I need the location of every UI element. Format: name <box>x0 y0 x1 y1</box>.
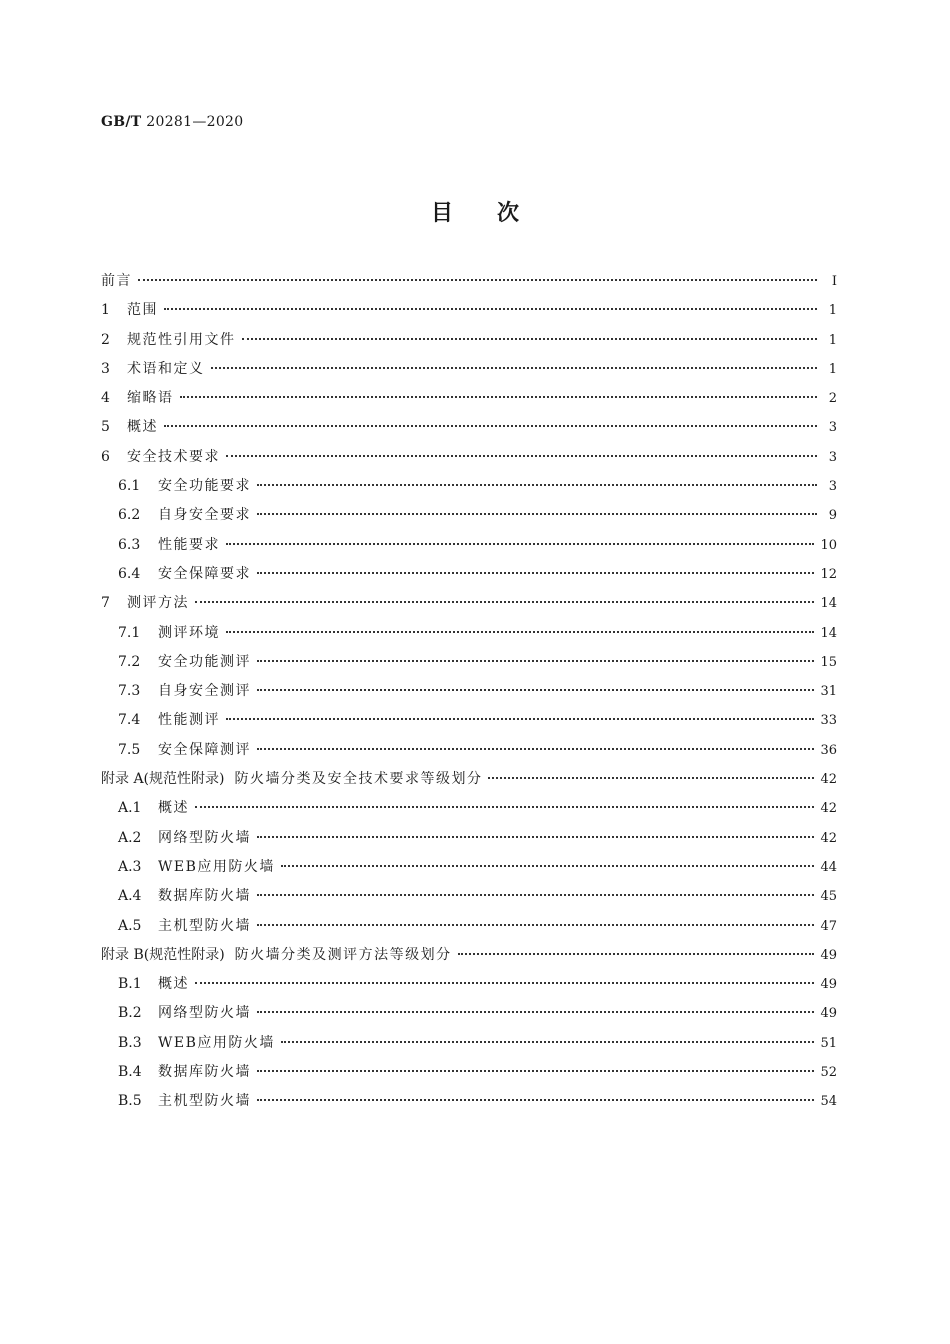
standard-code: GB/T <box>101 114 142 130</box>
toc-entry-label: 概述 <box>158 976 189 993</box>
toc-dot-leader <box>257 1011 814 1013</box>
toc-entry-page: 45 <box>820 889 837 905</box>
toc-entry-label: 网络型防火墙 <box>158 829 251 846</box>
toc-entry-label: 自身安全测评 <box>158 683 251 700</box>
toc-entry-label: 主机型防火墙 <box>158 917 251 934</box>
toc-dot-leader <box>195 982 814 984</box>
toc-entry-number: 6.4 <box>118 565 141 582</box>
toc-entry-number: 7.1 <box>118 624 141 641</box>
toc-entry[interactable] <box>101 446 837 475</box>
toc-entry-page: 10 <box>820 537 837 553</box>
toc-entry[interactable] <box>101 1061 837 1090</box>
toc-entry-label: 安全功能测评 <box>158 653 251 670</box>
toc-entry-number: 7.5 <box>118 741 141 758</box>
toc-entry-page: 42 <box>820 772 837 788</box>
toc-entry-label: 概述 <box>158 800 189 817</box>
toc-entry-page: 2 <box>828 391 837 407</box>
toc-entry-label: 网络型防火墙 <box>158 1005 251 1022</box>
toc-entry-label: 防火墙分类及测评方法等级划分 <box>234 946 452 963</box>
toc-entry[interactable] <box>101 504 837 533</box>
toc-dot-leader <box>488 777 814 779</box>
toc-dot-leader <box>195 601 814 603</box>
toc-entry[interactable] <box>101 709 837 738</box>
toc-entry-page: 36 <box>820 742 837 758</box>
toc-entry[interactable] <box>101 358 837 387</box>
toc-entry[interactable] <box>101 1002 837 1031</box>
toc-entry[interactable] <box>101 680 837 709</box>
toc-entry-page: 49 <box>820 947 837 963</box>
toc-entry-number: 7 <box>101 595 110 612</box>
toc-dot-leader <box>257 894 814 896</box>
toc-entry-page: 42 <box>820 801 837 817</box>
toc-entry-number: 5 <box>101 419 110 436</box>
toc-entry-label: 自身安全要求 <box>158 507 251 524</box>
toc-dot-leader <box>242 338 818 340</box>
toc-entry[interactable] <box>101 270 837 299</box>
toc-entry-label: 缩略语 <box>127 390 174 407</box>
toc-entry[interactable] <box>101 416 837 445</box>
toc-entry-number: 2 <box>101 331 110 348</box>
toc-entry-label: 规范性引用文件 <box>127 331 236 348</box>
toc-entry[interactable] <box>101 299 837 328</box>
toc-entry-page: Ⅰ <box>831 274 837 289</box>
toc-entry-number: B.1 <box>118 976 142 993</box>
toc-entry[interactable] <box>101 827 837 856</box>
toc-entry-page: 15 <box>820 654 837 670</box>
toc-entry-number: B.3 <box>118 1034 142 1051</box>
toc-dot-leader <box>257 1099 814 1101</box>
toc-entry-label: 测评环境 <box>158 624 220 641</box>
toc-entry-page: 3 <box>828 479 837 495</box>
toc-entry-label: 主机型防火墙 <box>158 1093 251 1110</box>
toc-entry-page: 49 <box>820 1006 837 1022</box>
toc-entry-label: 测评方法 <box>127 595 189 612</box>
toc-entry-number: 6.2 <box>118 507 141 524</box>
toc-entry-number: 6.3 <box>118 536 141 553</box>
toc-dot-leader <box>257 484 817 486</box>
toc-entry-label: 性能要求 <box>158 536 220 553</box>
toc-entry-number: 7.3 <box>118 683 141 700</box>
toc-entry[interactable] <box>101 475 837 504</box>
toc-entry-number: 6.1 <box>118 478 141 495</box>
toc-dot-leader <box>257 660 814 662</box>
toc-dot-leader <box>257 572 814 574</box>
toc-entry-page: 33 <box>820 713 837 729</box>
toc-entry-page: 52 <box>820 1065 837 1081</box>
toc-entry-number: B.5 <box>118 1093 142 1110</box>
toc-dot-leader <box>257 836 814 838</box>
toc-dot-leader <box>180 396 818 398</box>
toc-entry[interactable] <box>101 739 837 768</box>
toc-entry[interactable] <box>101 856 837 885</box>
toc-entry[interactable] <box>101 563 837 592</box>
toc-dot-leader <box>458 953 815 955</box>
toc-dot-leader <box>257 748 814 750</box>
toc-entry-page: 42 <box>820 830 837 846</box>
toc-entry-page: 1 <box>828 332 837 348</box>
toc-dot-leader <box>281 865 815 867</box>
toc-entry-label: 前言 <box>101 273 132 289</box>
toc-entry[interactable] <box>101 1032 837 1061</box>
toc-entry-number: B.4 <box>118 1064 142 1081</box>
toc-entry-page: 31 <box>820 684 837 700</box>
toc-entry[interactable] <box>101 592 837 621</box>
toc-dot-leader <box>138 279 817 281</box>
toc-entry[interactable] <box>101 797 837 826</box>
toc-entry-label: 安全功能要求 <box>158 478 251 495</box>
toc-entry-label: 安全保障要求 <box>158 565 251 582</box>
toc-dot-leader <box>257 1070 814 1072</box>
standard-number: 20281—2020 <box>146 114 244 130</box>
toc-entry-page: 12 <box>820 566 837 582</box>
toc-entry-label: 安全保障测评 <box>158 741 251 758</box>
toc-entry-number: 附录 B(规范性附录) <box>101 946 225 963</box>
toc-entry-number: 7.4 <box>118 712 141 729</box>
toc-entry-label: 数据库防火墙 <box>158 1064 251 1081</box>
toc-entry[interactable] <box>101 1090 837 1119</box>
table-of-contents <box>101 270 837 1120</box>
toc-dot-leader <box>226 543 814 545</box>
toc-entry[interactable] <box>101 915 837 944</box>
toc-entry-number: A.2 <box>118 829 142 846</box>
toc-dot-leader <box>257 513 817 515</box>
toc-entry-number: A.3 <box>118 858 142 875</box>
toc-entry-page: 3 <box>828 420 837 436</box>
toc-entry[interactable] <box>101 768 837 797</box>
toc-dot-leader <box>195 806 814 808</box>
toc-dot-leader <box>226 455 817 457</box>
toc-entry-page: 54 <box>820 1094 837 1110</box>
toc-entry-page: 1 <box>828 303 837 319</box>
toc-entry-page: 44 <box>820 859 837 875</box>
toc-entry-page: 47 <box>820 918 837 934</box>
toc-entry-label: WEB应用防火墙 <box>158 1034 275 1051</box>
toc-entry-number: 附录 A(规范性附录) <box>101 771 225 788</box>
toc-entry-page: 1 <box>828 361 837 377</box>
toc-dot-leader <box>164 425 817 427</box>
toc-entry-label: WEB应用防火墙 <box>158 858 275 875</box>
toc-entry-number: A.5 <box>118 917 142 934</box>
toc-entry[interactable] <box>101 387 837 416</box>
toc-dot-leader <box>257 924 814 926</box>
toc-dot-leader <box>257 689 814 691</box>
toc-entry-page: 9 <box>828 508 837 524</box>
toc-entry[interactable] <box>101 622 837 651</box>
toc-entry-page: 51 <box>820 1035 837 1051</box>
toc-entry-label: 术语和定义 <box>127 360 205 377</box>
toc-entry-number: 6 <box>101 448 110 465</box>
toc-entry-label: 概述 <box>127 419 158 436</box>
toc-entry-page: 49 <box>820 977 837 993</box>
toc-entry-number: 4 <box>101 390 110 407</box>
toc-entry-number: 1 <box>101 302 110 319</box>
toc-entry-page: 3 <box>828 449 837 465</box>
toc-entry[interactable] <box>101 329 837 358</box>
toc-entry[interactable] <box>101 651 837 680</box>
toc-entry[interactable] <box>101 973 837 1002</box>
toc-entry-page: 14 <box>820 596 837 612</box>
toc-entry-page: 14 <box>820 625 837 641</box>
toc-dot-leader <box>164 308 817 310</box>
toc-entry-number: 3 <box>101 360 110 377</box>
toc-entry-label: 防火墙分类及安全技术要求等级划分 <box>234 771 483 788</box>
toc-dot-leader <box>211 367 818 369</box>
toc-dot-leader <box>226 631 814 633</box>
toc-dot-leader <box>281 1041 815 1043</box>
toc-entry-number: 7.2 <box>118 653 141 670</box>
toc-entry-number: B.2 <box>118 1005 142 1022</box>
toc-entry-label: 数据库防火墙 <box>158 888 251 905</box>
toc-entry-number: A.1 <box>118 800 142 817</box>
document-header <box>101 114 243 130</box>
toc-entry-label: 性能测评 <box>158 712 220 729</box>
toc-entry-number: A.4 <box>118 888 142 905</box>
toc-entry-label: 安全技术要求 <box>127 448 220 465</box>
toc-entry-label: 范围 <box>127 302 158 319</box>
toc-entry[interactable] <box>101 534 837 563</box>
toc-dot-leader <box>226 718 814 720</box>
toc-entry[interactable] <box>101 944 837 973</box>
page-title: 目次 <box>430 201 563 226</box>
toc-entry[interactable] <box>101 885 837 914</box>
